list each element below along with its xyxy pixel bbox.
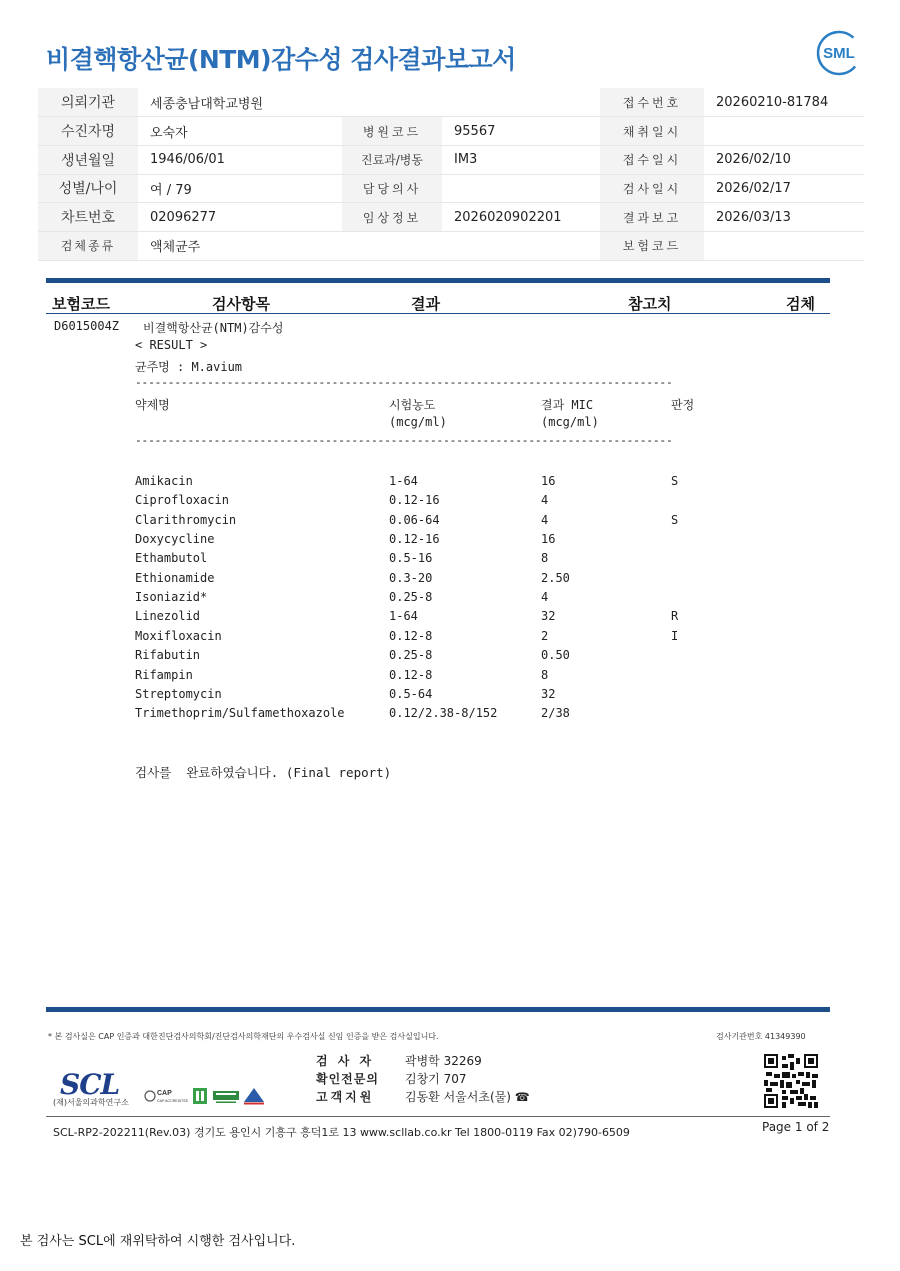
staff-name: 김창기 707	[405, 1072, 467, 1086]
info-row	[38, 117, 864, 146]
info-row	[38, 88, 864, 117]
drug-range: 0.5-16	[389, 551, 433, 566]
drug-name: Doxycycline	[135, 532, 215, 547]
patient-info-table	[38, 88, 864, 261]
info-value: 여 / 79	[138, 174, 342, 203]
divider-top: ----------------------------------------------------------------------------------	[135, 376, 673, 389]
info-label: 병원코드	[342, 117, 442, 146]
test-code: D6015004Z	[54, 319, 120, 333]
lab-cert-icon	[212, 1086, 240, 1106]
drug-name: Ethambutol	[135, 551, 208, 566]
qr-code-icon	[764, 1054, 818, 1108]
drug-range: 0.12-8	[389, 667, 433, 682]
info-value	[442, 231, 600, 260]
info-label: 수진자명	[38, 117, 138, 146]
col-range-unit: (mcg/ml)	[389, 415, 447, 429]
logo-text: SML	[823, 45, 855, 62]
drug-name: Clarithromycin	[135, 512, 237, 527]
footer-rule	[46, 1007, 830, 1012]
info-label: 생년월일	[38, 145, 138, 174]
drug-mic: 4	[541, 512, 549, 527]
drug-mic: 32	[541, 686, 556, 701]
drug-name: Ethionamide	[135, 570, 215, 585]
divider-bottom: ----------------------------------------------------------------------------------	[135, 434, 673, 447]
drug-name: Ciprofloxacin	[135, 493, 229, 508]
info-label: 결과보고	[600, 203, 704, 232]
info-value: 95567	[442, 117, 600, 146]
drug-range: 1-64	[389, 474, 418, 488]
col-drug: 약제명	[135, 398, 170, 412]
drug-mic: 2	[541, 628, 549, 643]
info-value	[704, 231, 864, 260]
lab-number: 검사기관번호 41349390	[716, 1032, 806, 1041]
drug-range: 0.12-16	[389, 493, 440, 508]
info-label: 접수번호	[600, 88, 704, 117]
info-value	[442, 88, 600, 117]
svg-text:CAP: CAP	[157, 1090, 172, 1097]
staff-role: 확인전문의	[316, 1072, 379, 1086]
drug-row	[0, 493, 900, 512]
drug-mic: 16	[541, 532, 556, 547]
staff-role: 고객지원	[316, 1090, 375, 1104]
info-value	[442, 174, 600, 203]
drug-row	[0, 706, 900, 725]
footer-address: SCL-RP2-202211(Rev.03) 경기도 용인시 기흥구 흥덕1로 13 www.scllab.co.kr Tel 1800-0119 Fax 02)790-6509	[53, 1126, 630, 1139]
drug-range: 0.5-64	[389, 686, 433, 701]
quality-mark-icon	[192, 1086, 208, 1106]
drug-range: 0.12-16	[389, 532, 440, 547]
drug-name: Isoniazid*	[135, 590, 208, 605]
drug-interp: R	[671, 609, 679, 624]
header-result: 결과	[411, 295, 440, 313]
info-value: 오숙자	[138, 117, 342, 146]
header-code: 보험코드	[52, 295, 110, 313]
drug-name: Amikacin	[135, 474, 193, 488]
info-label: 차트번호	[38, 203, 138, 232]
drug-name: Streptomycin	[135, 686, 222, 701]
drug-mic: 0.50	[541, 648, 570, 663]
staff-name: 김동환 서울서초(물) ☎	[405, 1090, 530, 1104]
info-label: 임상정보	[342, 203, 442, 232]
info-value: 2026/02/17	[704, 174, 864, 203]
drug-range: 0.25-8	[389, 648, 433, 663]
accreditation-icon	[243, 1086, 265, 1106]
info-value: IM3	[442, 145, 600, 174]
info-label	[342, 231, 442, 260]
drug-range: 0.12/2.38-8/152	[389, 706, 498, 721]
drug-mic: 32	[541, 609, 556, 624]
info-value: 세종충남대학교병원	[138, 88, 342, 117]
drug-row	[0, 474, 900, 493]
col-mic: 결과 MIC	[541, 398, 594, 412]
drug-row	[0, 551, 900, 570]
staff-role: 검 사 자	[316, 1054, 375, 1068]
drug-row	[0, 590, 900, 609]
info-label: 의뢰기관	[38, 88, 138, 117]
drug-row	[0, 609, 900, 628]
header-specimen: 검체	[786, 295, 815, 313]
info-label	[342, 88, 442, 117]
info-label: 담당의사	[342, 174, 442, 203]
organism-line: 균주명 : M.avium	[135, 360, 243, 374]
report-title: 비결핵항산균(NTM)감수성 검사결과보고서	[46, 45, 516, 74]
header-rule	[46, 313, 830, 314]
info-value: 2026/02/10	[704, 145, 864, 174]
info-value: 02096277	[138, 203, 342, 232]
drug-row	[0, 668, 900, 687]
outsourced-note: 본 검사는 SCL에 재위탁하여 시행한 검사입니다.	[20, 1234, 296, 1249]
drug-name: Linezolid	[135, 609, 201, 624]
drug-range: 0.25-8	[389, 590, 433, 605]
drug-mic: 2.50	[541, 570, 570, 585]
info-value: 20260210-81784	[704, 88, 864, 117]
drug-range: 0.3-20	[389, 570, 433, 585]
drug-name: Moxifloxacin	[135, 628, 222, 643]
page-number: Page 1 of 2	[762, 1120, 830, 1134]
drug-mic: 2/38	[541, 706, 570, 721]
col-mic-unit: (mcg/ml)	[541, 415, 599, 429]
info-row	[38, 203, 864, 232]
info-label: 성별/나이	[38, 174, 138, 203]
drug-name: Rifampin	[135, 667, 193, 682]
info-value: 1946/06/01	[138, 145, 342, 174]
col-interp: 판정	[671, 398, 695, 412]
drug-mic: 8	[541, 551, 549, 566]
drug-interp: S	[671, 474, 679, 488]
info-label: 보험코드	[600, 231, 704, 260]
info-value: 2026/03/13	[704, 203, 864, 232]
drug-row	[0, 648, 900, 667]
cap-label: CAP ACCREDITED	[157, 1099, 188, 1103]
info-label: 검체종류	[38, 231, 138, 260]
drug-mic: 4	[541, 590, 549, 605]
result-tag: < RESULT >	[135, 338, 208, 352]
scl-logo: SCL	[60, 1068, 120, 1101]
info-label: 검사일시	[600, 174, 704, 203]
staff-name: 곽병학 32269	[405, 1054, 482, 1068]
drug-interp: S	[671, 512, 679, 527]
info-label: 진료과/병동	[342, 145, 442, 174]
cap-accredited-icon	[144, 1086, 188, 1106]
drug-row	[0, 513, 900, 532]
header-item: 검사항목	[212, 295, 270, 313]
drug-name: Rifabutin	[135, 648, 201, 663]
table-top-rule	[46, 278, 830, 283]
info-row	[38, 145, 864, 174]
drug-range: 1-64	[389, 609, 418, 624]
col-range: 시험농도	[389, 398, 436, 412]
drug-interp: I	[671, 628, 679, 643]
header-reference: 참고치	[628, 295, 672, 313]
info-label: 접수일시	[600, 145, 704, 174]
sml-logo	[816, 30, 862, 76]
drug-row	[0, 687, 900, 706]
footer-thin-rule	[46, 1116, 830, 1117]
drug-range: 0.06-64	[389, 512, 440, 527]
info-label: 채취일시	[600, 117, 704, 146]
test-name: 비결핵항산균(NTM)감수성	[143, 321, 284, 335]
info-value: 액체균주	[138, 231, 342, 260]
info-row	[38, 231, 864, 260]
drug-row	[0, 629, 900, 648]
drug-name: Trimethoprim/Sulfamethoxazole	[135, 706, 345, 721]
info-value: 2026020902201	[442, 203, 600, 232]
drug-mic: 4	[541, 493, 549, 508]
drug-row	[0, 532, 900, 551]
scl-name: (재)서울의과학연구소	[53, 1098, 129, 1107]
info-row	[38, 174, 864, 203]
drug-range: 0.12-8	[389, 628, 433, 643]
certification-note: * 본 검사실은 CAP 인증과 대한진단검사의학회/진단검사의학재단의 우수검사실 신임 인증을 받은 검사실입니다.	[48, 1032, 439, 1041]
drug-row	[0, 571, 900, 590]
final-note: 검사를 완료하였습니다. (Final report)	[135, 765, 392, 780]
info-value	[704, 117, 864, 146]
drug-mic: 16	[541, 474, 556, 488]
drug-mic: 8	[541, 667, 549, 682]
